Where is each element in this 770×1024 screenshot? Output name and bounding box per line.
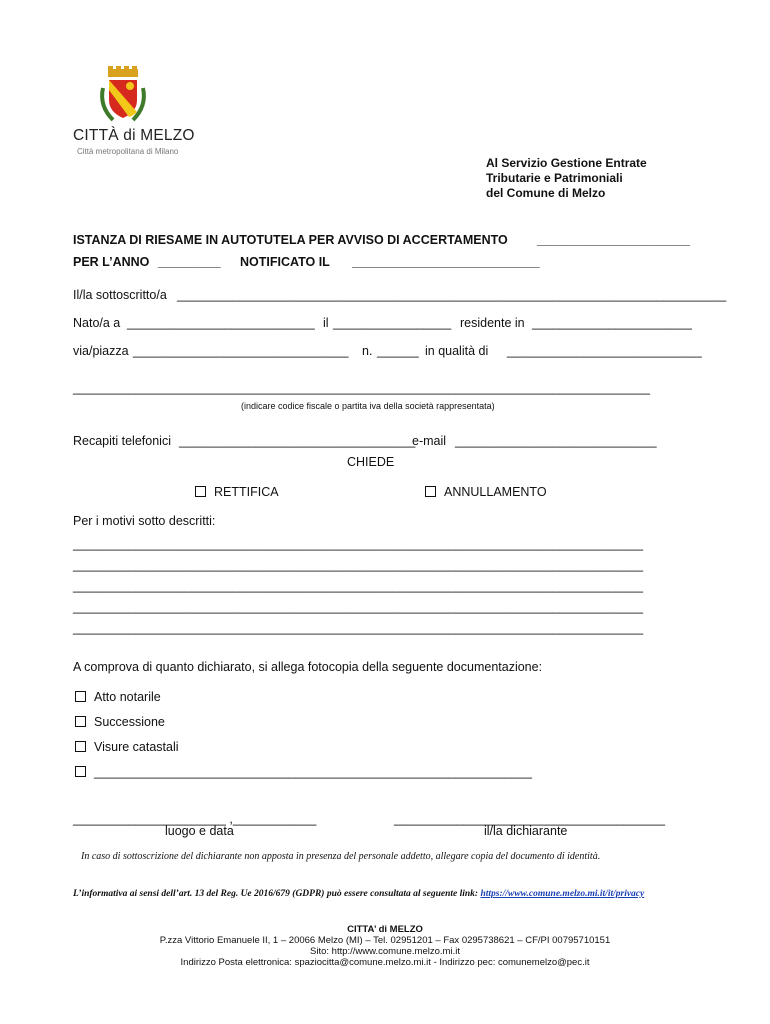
cf-piva-field[interactable]: ___________________________________________________________________________________ <box>73 381 651 395</box>
data-nascita-field[interactable]: _________________ <box>333 316 452 330</box>
numero-label: n. <box>362 344 373 358</box>
atto-notarile-checkbox[interactable] <box>75 691 86 702</box>
dichiarante-field[interactable]: _______________________________________ <box>394 812 666 826</box>
gdpr-text: L’informativa ai sensi dell’art. 13 del Reg. Ue 2016/679 (GDPR) può essere consultata al seguente link: <box>73 889 479 899</box>
notificato-label: NOTIFICATO IL <box>240 255 330 269</box>
cf-piva-note: (indicare codice fiscale o partita iva della società rappresentata) <box>241 401 495 411</box>
dichiarante-label: il/la dichiarante <box>484 824 568 838</box>
logo-subtitle: Città metropolitana di Milano <box>77 147 179 156</box>
other-attach-field[interactable]: _______________________________________________________________ <box>94 765 532 779</box>
footer-site: Sito: http://www.comune.melzo.mi.it <box>310 946 460 957</box>
attach-label: Atto notarile <box>94 690 161 704</box>
attach-option[interactable] <box>75 715 165 729</box>
identity-note: In caso di sottoscrizione del dichiarante non apposta in presenza del personale addetto, allegare copia del documento di identità. <box>81 851 601 862</box>
via-field[interactable]: _______________________________ <box>133 344 349 358</box>
anno-field[interactable]: _________ <box>158 255 221 269</box>
visure-checkbox[interactable] <box>75 741 86 752</box>
addressee-line: del Comune di Melzo <box>486 186 606 200</box>
qualita-label: in qualità di <box>425 344 489 358</box>
annullamento-checkbox[interactable] <box>425 486 436 497</box>
annullamento-option[interactable] <box>425 485 547 499</box>
motivi-line[interactable]: __________________________________________________________________________________ <box>73 600 644 614</box>
addressee-line: Al Servizio Gestione Entrate <box>486 156 647 170</box>
residente-field[interactable]: _______________________ <box>532 316 692 330</box>
accertamento-field[interactable]: ______________________ <box>537 233 690 247</box>
rettifica-checkbox[interactable] <box>195 486 206 497</box>
annullamento-label: ANNULLAMENTO <box>444 485 547 499</box>
recapiti-field[interactable]: __________________________________ <box>179 434 416 448</box>
sottoscritto-label: Il/la sottoscritto/a <box>73 288 167 302</box>
motivi-line[interactable]: __________________________________________________________________________________ <box>73 579 644 593</box>
motivi-line[interactable]: __________________________________________________________________________________ <box>73 558 644 572</box>
footer-address: P.zza Vittorio Emanuele II, 1 – 20066 Melzo (MI) – Tel. 02951201 – Fax 0295738621 – CF/PI 00795710151 <box>159 935 611 946</box>
residente-label: residente in <box>460 316 525 330</box>
other-attach-checkbox[interactable] <box>75 766 86 777</box>
successione-checkbox[interactable] <box>75 716 86 727</box>
rettifica-option[interactable] <box>195 485 279 499</box>
recapiti-label: Recapiti telefonici <box>73 434 171 448</box>
rettifica-label: RETTIFICA <box>214 485 279 499</box>
addressee-line: Tributarie e Patrimoniali <box>486 171 623 185</box>
gdpr-note <box>73 889 644 899</box>
nato-label: Nato/a a <box>73 316 121 330</box>
notificato-field[interactable]: ___________________________ <box>352 255 540 269</box>
addressee-block <box>486 156 647 201</box>
numero-field[interactable]: ______ <box>377 344 419 358</box>
email-label: e-mail <box>412 434 447 448</box>
attach-label: Successione <box>94 715 165 729</box>
privacy-link[interactable]: https://www.comune.melzo.mi.it/it/privacy <box>480 889 645 899</box>
il-label: il <box>323 316 329 330</box>
footer-emails: Indirizzo Posta elettronica: spaziocitta@comune.melzo.mi.it - Indirizzo pec: comunemelzo@pec.it <box>180 957 590 968</box>
sottoscritto-field[interactable]: _______________________________________________________________________________ <box>177 288 727 302</box>
footer-title: CITTA’ di MELZO <box>347 924 423 935</box>
nato-field[interactable]: ___________________________ <box>127 316 315 330</box>
logo-city-name: CITTÀ di MELZO <box>73 127 195 144</box>
motivi-line[interactable]: __________________________________________________________________________________ <box>73 621 644 635</box>
coat-of-arms-icon <box>73 66 203 126</box>
email-field[interactable]: _____________________________ <box>455 434 657 448</box>
comprova-text: A comprova di quanto dichiarato, si allega fotocopia della seguente documentazione: <box>73 660 543 674</box>
attach-other-option[interactable] <box>75 765 532 779</box>
motivi-line[interactable]: __________________________________________________________________________________ <box>73 537 644 551</box>
via-label: via/piazza <box>73 344 129 358</box>
attach-option[interactable] <box>75 690 161 704</box>
footer <box>0 924 770 968</box>
luogo-data-field[interactable]: ______________________ ,____________ <box>73 812 317 826</box>
motivi-label: Per i motivi sotto descritti: <box>73 514 216 528</box>
luogo-data-label: luogo e data <box>165 824 234 838</box>
attach-option[interactable] <box>75 740 179 754</box>
attach-label: Visure catastali <box>94 740 179 754</box>
qualita-field[interactable]: ____________________________ <box>507 344 702 358</box>
document-title: ISTANZA DI RIESAME IN AUTOTUTELA PER AVVISO DI ACCERTAMENTO <box>73 233 508 247</box>
per-anno-label: PER L’ANNO <box>73 255 150 269</box>
chiede-heading: CHIEDE <box>347 455 395 469</box>
